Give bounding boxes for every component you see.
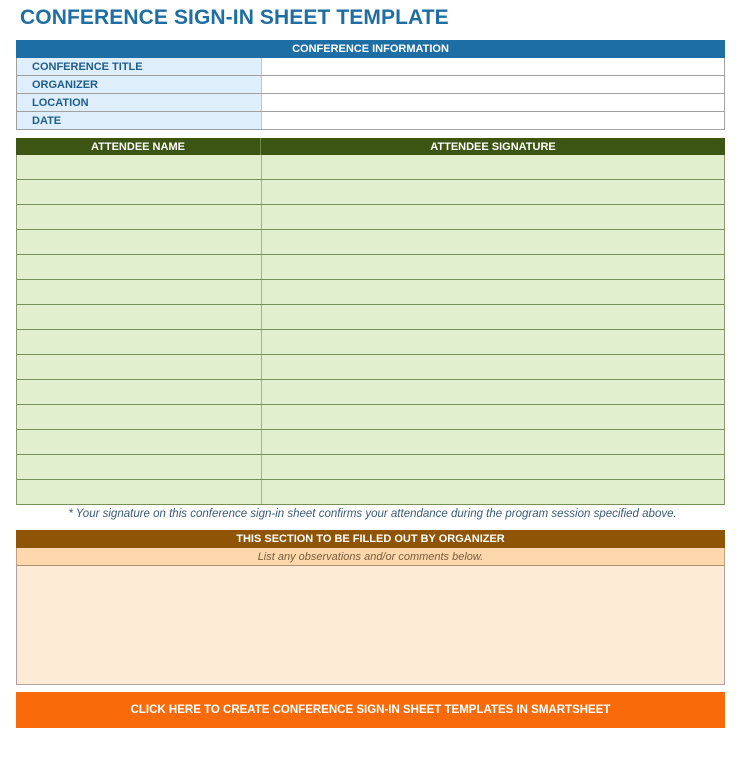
date-field[interactable] (262, 112, 725, 129)
attendee-signature-cell[interactable] (262, 230, 724, 254)
column-header-attendee-name: ATTENDEE NAME (16, 138, 261, 155)
organizer-label: ORGANIZER (17, 76, 262, 93)
attendee-name-cell[interactable] (17, 180, 262, 204)
attendee-signature-cell[interactable] (262, 305, 724, 329)
info-row-organizer (17, 76, 725, 94)
organizer-section (16, 530, 725, 685)
conference-info-table (16, 40, 725, 130)
attendee-signature-cell[interactable] (262, 280, 724, 304)
attendee-name-cell[interactable] (17, 155, 262, 179)
signature-disclaimer-note: * Your signature on this conference sign-in sheet confirms your attendance during the program session specified above. (68, 508, 677, 520)
attendee-signature-cell[interactable] (262, 205, 724, 229)
location-label: LOCATION (17, 94, 262, 111)
attendee-name-cell[interactable] (17, 205, 262, 229)
organizer-section-subtitle: List any observations and/or comments below. (16, 548, 725, 566)
organizer-section-header: THIS SECTION TO BE FILLED OUT BY ORGANIZER (16, 530, 725, 548)
attendee-signature-cell[interactable] (262, 380, 724, 404)
attendee-signature-cell[interactable] (262, 355, 724, 379)
attendee-name-cell[interactable] (17, 355, 262, 379)
attendee-name-cell[interactable] (17, 280, 262, 304)
column-header-attendee-signature: ATTENDEE SIGNATURE (430, 140, 556, 153)
table-row (17, 355, 724, 380)
attendee-table (16, 138, 725, 505)
attendee-signature-cell[interactable] (262, 405, 724, 429)
attendee-signature-cell[interactable] (262, 180, 724, 204)
attendee-signature-cell[interactable] (262, 480, 724, 504)
attendee-name-cell[interactable] (17, 305, 262, 329)
attendee-signature-cell[interactable] (262, 330, 724, 354)
attendee-signature-cell[interactable] (262, 430, 724, 454)
table-row (17, 230, 724, 255)
table-row (17, 455, 724, 480)
attendee-name-cell[interactable] (17, 405, 262, 429)
date-label: DATE (17, 112, 262, 129)
attendee-name-cell[interactable] (17, 455, 262, 479)
attendee-name-cell[interactable] (17, 330, 262, 354)
attendee-table-header (16, 138, 725, 155)
table-row (17, 205, 724, 230)
table-row (17, 305, 724, 330)
table-row (17, 380, 724, 405)
attendee-name-cell[interactable] (17, 230, 262, 254)
attendee-name-cell[interactable] (17, 380, 262, 404)
attendee-name-cell[interactable] (17, 255, 262, 279)
table-row (17, 480, 724, 505)
attendee-signature-cell[interactable] (262, 455, 724, 479)
table-row (17, 430, 724, 455)
conference-title-field[interactable] (262, 58, 725, 75)
attendee-signature-cell[interactable] (262, 155, 724, 179)
info-row-date (17, 112, 725, 130)
attendee-name-cell[interactable] (17, 480, 262, 504)
attendee-name-cell[interactable] (17, 430, 262, 454)
table-row (17, 405, 724, 430)
attendee-signature-cell[interactable] (262, 255, 724, 279)
create-template-smartsheet-button[interactable]: CLICK HERE TO CREATE CONFERENCE SIGN-IN SHEET TEMPLATES IN SMARTSHEET (16, 692, 725, 728)
info-row-location (17, 94, 725, 112)
table-row (17, 155, 724, 180)
organizer-comments-field[interactable] (16, 566, 725, 685)
info-row-conference-title (17, 58, 725, 76)
page-title: CONFERENCE SIGN-IN SHEET TEMPLATE (20, 6, 449, 29)
conference-info-rows (16, 58, 725, 130)
table-row (17, 330, 724, 355)
conference-info-header: CONFERENCE INFORMATION (16, 40, 725, 58)
attendee-table-body (16, 155, 725, 505)
table-row (17, 255, 724, 280)
organizer-field[interactable] (262, 76, 725, 93)
table-row (17, 180, 724, 205)
conference-title-label: CONFERENCE TITLE (17, 58, 262, 75)
location-field[interactable] (262, 94, 725, 111)
table-row (17, 280, 724, 305)
